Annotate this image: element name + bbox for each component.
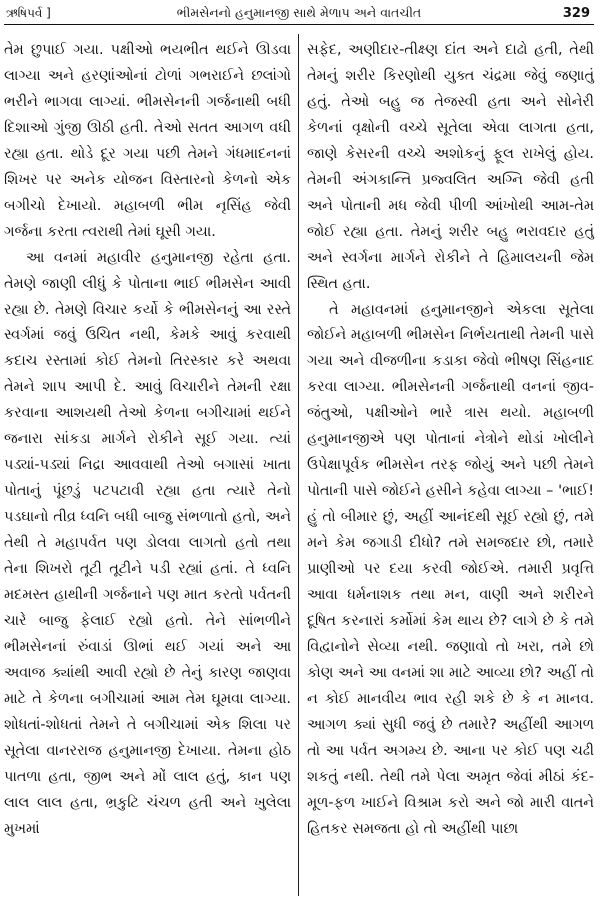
paragraph: આ વનમાં મહાવીર હનુમાનજી રહેતા હતા. તેમણે જાણી લીધું કે પોતાના ભાઈ ભીમસેન આવી રહ્યા છે. તેમણે વિચાર કર્યો કે ભીમસેનનું આ રસ્તે સ્વર્ગમાં જવું ઉચિત નથી, કેમકે આવું કરવાથી કદાચ રસ્તામાં કોઈ તેમનો તિરસ્કાર કરે અથવા તેમને શાપ આપી દે. આવું વિચારીને તેમની રક્ષા કરવાના આશયથી તેઓ કેળના બગીચામાં થઈને જનારા સાંકડા માર્ગને રોકીને સૂઈ ગયા. ત્યાં પડ્યાં-પડ્યાં નિદ્રા આવવાથી તેઓ બગાસાં ખાતા પોતાનું પૂંછડું પટપટાવી રહ્યા હતા ત્યારે તેનો પડઘાનો તીવ્ર ધ્વનિ બધી બાજુ સંભળાતો હતો, અને તેથી તે મહાપર્વત પણ ડોલવા લાગતો હતો તથા તેના શિખરો તૂટી તૂટીને પડી રહ્યાં હતાં. તે ધ્વનિ મદમસ્ત હાથીની ગર્જનાને પણ માત કરતો પર્વતની ચારે બાજુ ફેલાઈ રહ્યો હતો. તેને સાંભળીને ભીમસેનનાં રુંવાડાં ઊભાં થઈ ગયાં અને આ અવાજ ક્યાંથી આવી રહ્યો છે તેનું કારણ જાણવા માટે તે કેળના બગીચામાં આમ તેમ ઘૂમવા લાગ્યા. શોધતાં-શોધતાં તેમને તે બગીચામાં એક શિલા પર સૂતેલા વાનરરાજ હનુમાનજી દેખાયા. તેમના હોઠ પાતળા હતા, જીભ અને મોં લાલ હતું, કાન પણ લાલ લાલ હતા, ભ્રકુટિ ચંચળ હતી અને ખુલેલા મુખમાં xyxy=(4,249,291,837)
right-column xyxy=(307,38,594,843)
left-column xyxy=(4,38,291,843)
section-name: ઋષિપર્વ ] xyxy=(6,5,51,20)
chapter-title: ભીમસેનનો હનુમાનજી સાથે મેળાપ અને વાતચીત xyxy=(176,5,422,20)
running-header xyxy=(4,2,594,25)
column-divider xyxy=(298,34,299,896)
paragraph: સફેદ, અણીદાર-તીક્ષ્ણ દાંત અને દાઢો હતી, તેથી તેમનું શરીર કિરણોથી યુક્ત ચંદ્રમા જેવું જણાતું હતું. તેઓ બહુ જ તેજસ્વી હતા અને સોનેરી કેળનાં વૃક્ષોની વચ્ચે સૂતેલા એવા લાગતા હતા, જાણે કેસરની વચ્ચે અશોકનું ફૂલ રાખેલું હોય. તેમની અંગકાન્તિ પ્રજ્વલિત અગ્નિ જેવી હતી અને પોતાની મધ જેવી પીળી આંખોથી આમ-તેમ જોઈ રહ્યા હતા. તેમનું શરીર બહુ ભરાવદાર હતું અને સ્વર્ગના માર્ગને રોકીને તે હિમાલયની જેમ સ્થિત હતા. xyxy=(307,42,594,292)
paragraph: તે મહાવનમાં હનુમાનજીને એકલા સૂતેલા જોઈને મહાબળી ભીમસેન નિર્ભયતાથી તેમની પાસે ગયા અને વીજળીના કડાકા જેવો ભીષણ સિંહનાદ કરવા લાગ્યા. ભીમસેનની ગર્જનાથી વનનાં જીવ-જંતુઓ, પક્ષીઓને ભારે ત્રાસ થયો. મહાબળી હનુમાનજીએ પણ પોતાનાં નેત્રોને થોડાં ખોલીને ઉપેક્ષાપૂર્વક ભીમસેન તરફ જોયું અને પછી તેમને પોતાની પાસે જોઈને હસીને કહેવા લાગ્યા – 'ભાઈ! હું તો બીમાર છું, અહીં આનંદથી સૂઈ રહ્યો છું, તમે મને કેમ જગાડી દીધો? તમે સમજદાર છો, તમારે પ્રાણીઓ પર દયા કરવી જોઈએ. તમારી પ્રવૃત્તિ આવા ધર્મનાશક તથા મન, વાણી અને શરીરને દૂષિત કરનારાં કર્મોમાં કેમ થાય છે? લાગે છે કે તમે વિદ્વાનોને સેવ્યા નથી. જણાવો તો ખરા, તમે છો કોણ અને આ વનમાં શા માટે આવ્યા છો? અહીં તો ન કોઈ માનવીય ભાવ રહી શકે છે કે ન માનવ. આગળ ક્યાં સુધી જવું છે તમારે? અહીંથી આગળ તો આ પર્વત અગમ્ય છે. આના પર કોઈ પણ ચઢી શકતું નથી. તેથી તમે પેલા અમૃત જેવાં મીઠાં કંદ-મૂળ-ફળ ખાઈને વિશ્રામ કરો અને જો મારી વાતને હિતકર સમજતા હો તો અહીંથી પાછા xyxy=(307,301,594,837)
paragraph: તેમ છુપાઈ ગયા. પક્ષીઓ ભયભીત થઈને ઊડવા લાગ્યા અને હરણાંઓનાં ટોળાં ગભરાઈને છલાંગો ભરીને ભાગવા લાગ્યાં. ભીમસેનની ગર્જનાથી બધી દિશાઓ ગુંજી ઊઠી હતી. તેઓ સતત આગળ વધી રહ્યા હતા. થોડે દૂર ગયા પછી તેમને ગંધમાદનનાં શિખર પર અનેક યોજન વિસ્તારનો કેળનો એક બગીચો દેખાયો. મહાબળી ભીમ નૃસિંહ જેવી ગર્જના કરતા ત્વરાથી તેમાં ઘૂસી ગયા. xyxy=(4,42,291,240)
page-number: 329 xyxy=(562,5,590,21)
